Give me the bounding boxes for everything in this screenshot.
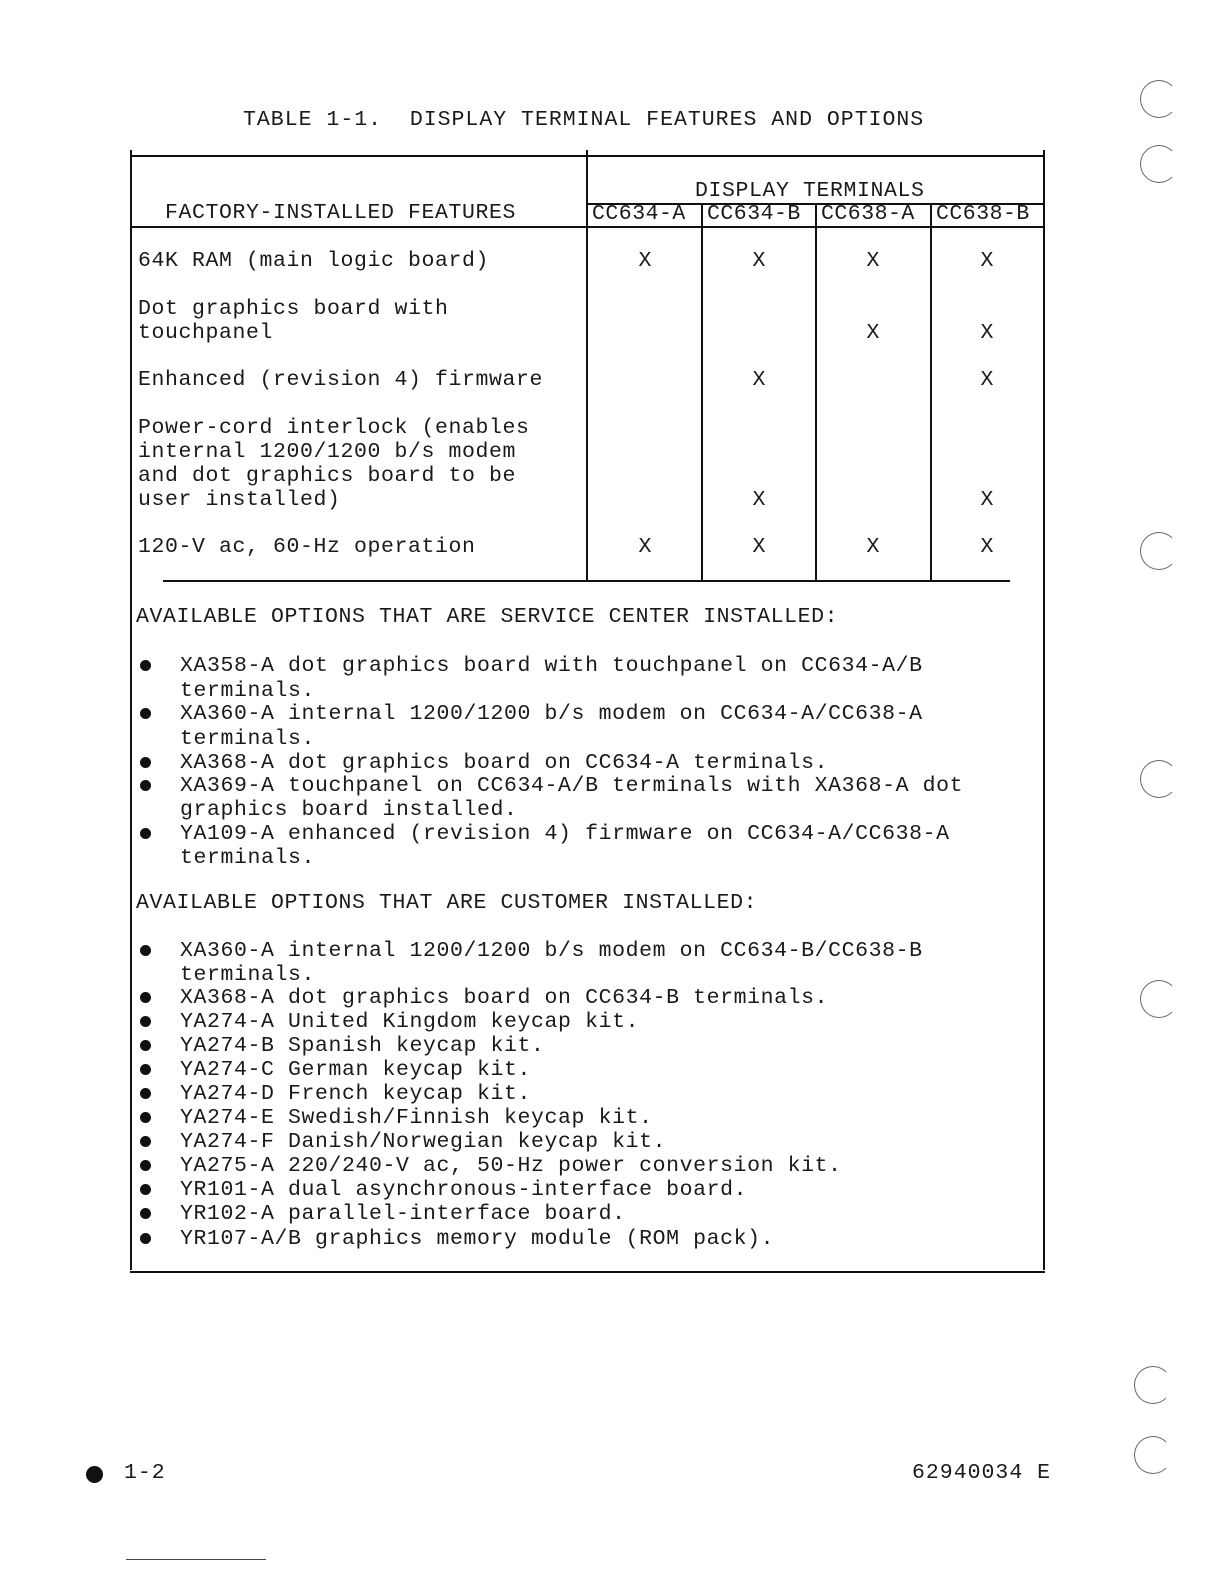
feature-label: internal 1200/1200 b/s modem bbox=[138, 440, 517, 464]
feature-mark: X bbox=[866, 249, 880, 273]
feature-mark: X bbox=[980, 249, 994, 273]
option-text: YA274-A United Kingdom keycap kit. bbox=[180, 1010, 640, 1034]
option-text: XA358-A dot graphics board with touchpanel on CC634-A/B bbox=[180, 654, 923, 678]
option-text: XA360-A internal 1200/1200 b/s modem on CC634-A/CC638-A bbox=[180, 702, 923, 726]
service-options-header: AVAILABLE OPTIONS THAT ARE SERVICE CENTER INSTALLED: bbox=[136, 605, 839, 629]
bullet-icon bbox=[140, 1064, 151, 1075]
feature-mark: X bbox=[980, 535, 994, 559]
table-left-border bbox=[130, 150, 132, 1270]
option-text: graphics board installed. bbox=[180, 798, 518, 822]
option-text: XA368-A dot graphics board on CC634-A terminals. bbox=[180, 751, 829, 775]
option-text: YA275-A 220/240-V ac, 50-Hz power conversion kit. bbox=[180, 1154, 842, 1178]
option-text: terminals. bbox=[180, 846, 316, 870]
option-text: YA274-C German keycap kit. bbox=[180, 1058, 532, 1082]
feature-label: user installed) bbox=[138, 488, 341, 512]
bullet-icon bbox=[140, 1233, 151, 1244]
feature-label: 120-V ac, 60-Hz operation bbox=[138, 535, 476, 559]
terminal-header-cc638a: CC638-A bbox=[821, 202, 915, 226]
option-text: XA369-A touchpanel on CC634-A/B terminals with XA368-A dot bbox=[180, 774, 964, 798]
option-text: XA368-A dot graphics board on CC634-B terminals. bbox=[180, 986, 829, 1010]
bullet-icon bbox=[140, 780, 151, 791]
option-text: YA109-A enhanced (revision 4) firmware on CC634-A/CC638-A bbox=[180, 822, 950, 846]
punch-hole-icon bbox=[1134, 1436, 1172, 1474]
column-divider-3 bbox=[930, 203, 932, 580]
feature-mark: X bbox=[866, 321, 880, 345]
option-text: terminals. bbox=[180, 679, 316, 703]
feature-label: touchpanel bbox=[138, 321, 274, 345]
feature-label: 64K RAM (main logic board) bbox=[138, 249, 490, 273]
bullet-icon bbox=[140, 1208, 151, 1219]
option-text: YA274-D French keycap kit. bbox=[180, 1082, 532, 1106]
feature-mark: X bbox=[638, 535, 652, 559]
feature-label: Power-cord interlock (enables bbox=[138, 416, 530, 440]
punch-hole-icon bbox=[1134, 1366, 1172, 1404]
terminal-header-cc634b: CC634-B bbox=[707, 202, 801, 226]
matrix-bottom-rule bbox=[163, 580, 1010, 582]
bullet-icon bbox=[140, 1016, 151, 1027]
bullet-icon bbox=[140, 757, 151, 768]
column-divider-2 bbox=[815, 203, 817, 580]
feature-mark: X bbox=[980, 368, 994, 392]
feature-mark: X bbox=[638, 249, 652, 273]
column-divider-1 bbox=[701, 203, 703, 580]
bullet-icon bbox=[140, 1040, 151, 1051]
option-text: YR107-A/B graphics memory module (ROM pack). bbox=[180, 1227, 775, 1251]
bullet-icon bbox=[140, 708, 151, 719]
feature-mark: X bbox=[866, 535, 880, 559]
page-number: 1-2 bbox=[124, 1461, 166, 1485]
terminal-header-cc638b: CC638-B bbox=[936, 202, 1030, 226]
option-text: terminals. bbox=[180, 963, 316, 987]
customer-options-header: AVAILABLE OPTIONS THAT ARE CUSTOMER INSTALLED: bbox=[136, 891, 758, 915]
feature-label: Enhanced (revision 4) firmware bbox=[138, 368, 544, 392]
bullet-icon bbox=[140, 945, 151, 956]
table-right-border bbox=[1043, 150, 1045, 1270]
terminal-header-cc634a: CC634-A bbox=[592, 202, 686, 226]
bullet-icon bbox=[140, 1160, 151, 1171]
table-title: TABLE 1-1. DISPLAY TERMINAL FEATURES AND OPTIONS bbox=[243, 108, 925, 132]
footer-bullet-icon bbox=[86, 1466, 103, 1483]
bullet-icon bbox=[140, 1136, 151, 1147]
feature-mark: X bbox=[980, 321, 994, 345]
feature-mark: X bbox=[752, 488, 766, 512]
bullet-icon bbox=[140, 1112, 151, 1123]
option-text: YA274-E Swedish/Finnish keycap kit. bbox=[180, 1106, 653, 1130]
feature-label: Dot graphics board with bbox=[138, 297, 449, 321]
bullet-icon bbox=[140, 992, 151, 1003]
bullet-icon bbox=[140, 660, 151, 671]
punch-hole-icon bbox=[1140, 80, 1178, 118]
feature-mark: X bbox=[752, 535, 766, 559]
feature-mark: X bbox=[752, 249, 766, 273]
column-divider-features bbox=[586, 150, 588, 580]
scan-edge-mark bbox=[126, 1559, 266, 1560]
option-text: XA360-A internal 1200/1200 b/s modem on CC634-B/CC638-B bbox=[180, 939, 923, 963]
feature-mark: X bbox=[752, 368, 766, 392]
table-bottom-rule bbox=[130, 1271, 1045, 1273]
option-text: YA274-F Danish/Norwegian keycap kit. bbox=[180, 1130, 667, 1154]
punch-hole-icon bbox=[1140, 145, 1178, 183]
features-column-header: FACTORY-INSTALLED FEATURES bbox=[165, 201, 517, 225]
option-text: terminals. bbox=[180, 727, 316, 751]
bullet-icon bbox=[140, 1088, 151, 1099]
feature-label: and dot graphics board to be bbox=[138, 464, 517, 488]
terminals-column-header: DISPLAY TERMINALS bbox=[695, 179, 925, 203]
document-number: 62940034 E bbox=[912, 1461, 1052, 1485]
option-text: YR101-A dual asynchronous-interface board. bbox=[180, 1178, 748, 1202]
option-text: YA274-B Spanish keycap kit. bbox=[180, 1034, 545, 1058]
punch-hole-icon bbox=[1140, 980, 1178, 1018]
punch-hole-icon bbox=[1140, 532, 1178, 570]
feature-mark: X bbox=[980, 488, 994, 512]
bullet-icon bbox=[140, 828, 151, 839]
punch-hole-icon bbox=[1140, 760, 1178, 798]
option-text: YR102-A parallel-interface board. bbox=[180, 1202, 626, 1226]
bullet-icon bbox=[140, 1184, 151, 1195]
